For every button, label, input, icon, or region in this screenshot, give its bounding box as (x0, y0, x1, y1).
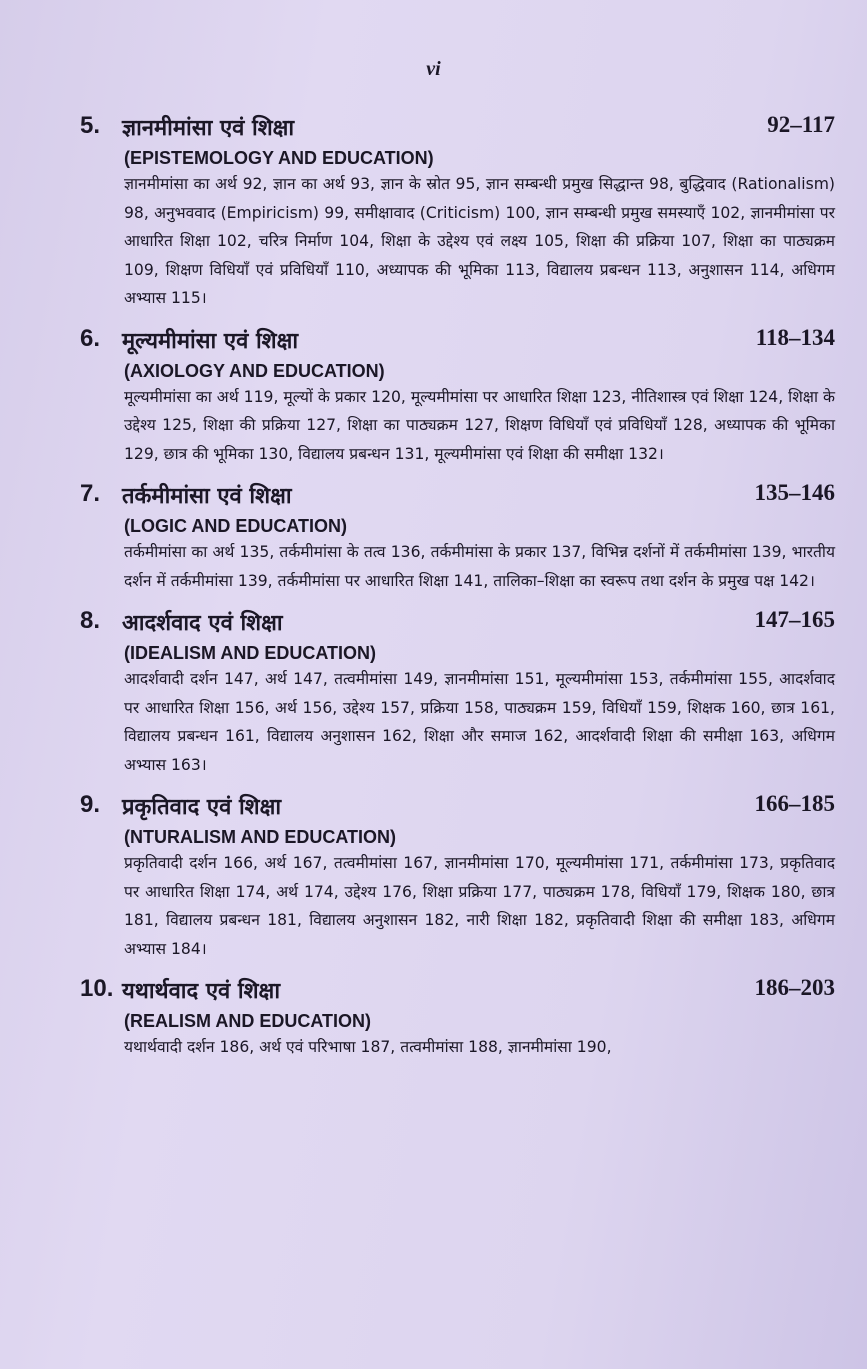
contents-list (80, 112, 835, 1074)
page-range: 92–117 (767, 112, 835, 137)
chapter-title: मूल्यमीमांसा एवं शिक्षा (122, 328, 299, 354)
contents-entry-8 (80, 607, 835, 779)
chapter-subtitle: (REALISM AND EDUCATION) (124, 1011, 371, 1031)
contents-entry-7 (80, 480, 835, 595)
chapter-subtitle: (LOGIC AND EDUCATION) (124, 516, 347, 536)
page-range: 147–165 (754, 607, 835, 632)
contents-entry-6 (80, 325, 835, 469)
chapter-number: 9. (80, 791, 101, 818)
chapter-number: 7. (80, 480, 101, 507)
contents-entry-5 (80, 112, 835, 313)
page-range: 118–134 (755, 324, 835, 350)
chapter-subtitle: (EPISTEMOLOGY AND EDUCATION) (124, 148, 434, 168)
entry-heading (80, 791, 835, 825)
chapter-topics: यथार्थवादी दर्शन 186, अर्थ एवं परिभाषा 187, तत्वमीमांसा 188, ज्ञानमीमांसा 190, (124, 1038, 612, 1056)
chapter-subtitle: (AXIOLOGY AND EDUCATION) (124, 360, 385, 381)
entry-heading (80, 975, 835, 1009)
chapter-number: 5. (80, 112, 101, 139)
contents-entry-10 (80, 975, 835, 1062)
chapter-title: यथार्थवाद एवं शिक्षा (122, 979, 281, 1004)
chapter-topics: मूल्यमीमांसा का अर्थ 119, मूल्यों के प्रकार 120, मूल्यमीमांसा पर आधारित शिक्षा 123, नीतिशास्त्र एवं शिक्षा 124, शिक्षा के उद्देश्य 125, शिक्षा की प्रक्रिया 127, शिक्षा का पाठ्यक्रम 127, शिक्षण विधियाँ एवं प्रविधियाँ 128, अध्यापक की भूमिका 129, छात्र की भूमिका 130, विद्यालय प्रबन्धन 131, मूल्यमीमांसा एवं शिक्षा की समीक्षा 132। (124, 387, 835, 463)
chapter-subtitle: (NTURALISM AND EDUCATION) (124, 827, 396, 847)
contents-entry-9 (80, 791, 835, 963)
chapter-title: आदर्शवाद एवं शिक्षा (122, 611, 283, 636)
page-range: 186–203 (754, 975, 835, 1000)
chapter-number: 6. (80, 324, 101, 352)
entry-heading (80, 325, 835, 359)
chapter-number: 8. (80, 607, 101, 634)
entry-heading (80, 607, 835, 641)
page-range: 166–185 (754, 791, 835, 816)
chapter-topics: ज्ञानमीमांसा का अर्थ 92, ज्ञान का अर्थ 93, ज्ञान के स्रोत 95, ज्ञान सम्बन्धी प्रमुख सिद्धान्त 98, बुद्धिवाद (Rationalism) 98, अनुभववाद (Empiricism) 99, समीक्षावाद (Criticism) 100, ज्ञान सम्बन्धी प्रमुख समस्याएँ 102, ज्ञानमीमांसा पर आधारित शिक्षा 102, चरित्र निर्माण 104, शिक्षा के उद्देश्य एवं लक्ष्य 105, शिक्षा की प्रक्रिया 107, शिक्षा का पाठ्यक्रम 109, शिक्षण विधियाँ एवं प्रविधियाँ 110, अध्यापक की भूमिका 113, विद्यालय प्रबन्धन 113, अनुशासन 114, अधिगम अभ्यास 115। (124, 175, 835, 307)
chapter-number: 10. (80, 975, 114, 1002)
page-number: vi (426, 58, 441, 80)
chapter-topics: प्रकृतिवादी दर्शन 166, अर्थ 167, तत्वमीमांसा 167, ज्ञानमीमांसा 170, मूल्यमीमांसा 171, तर्कमीमांसा 173, प्रकृतिवाद पर आधारित शिक्षा 174, अर्थ 174, उद्देश्य 176, शिक्षा प्रक्रिया 177, पाठ्यक्रम 178, विधियाँ 179, शिक्षक 180, छात्र 181, विद्यालय प्रबन्धन 181, विद्यालय अनुशासन 182, नारी शिक्षा 182, प्रकृतिवादी शिक्षा की समीक्षा 183, अधिगम अभ्यास 184। (124, 854, 835, 958)
chapter-topics: तर्कमीमांसा का अर्थ 135, तर्कमीमांसा के तत्व 136, तर्कमीमांसा के प्रकार 137, विभिन्न दर्शनों में तर्कमीमांसा 139, भारतीय दर्शन में तर्कमीमांसा 139, तर्कमीमांसा पर आधारित शिक्षा 141, तालिका–शिक्षा का स्वरूप तथा दर्शन के प्रमुख पक्ष 142। (124, 543, 835, 590)
chapter-topics: आदर्शवादी दर्शन 147, अर्थ 147, तत्वमीमांसा 149, ज्ञानमीमांसा 151, मूल्यमीमांसा 153, तर्कमीमांसा 155, आदर्शवाद पर आधारित शिक्षा 156, अर्थ 156, उद्देश्य 157, प्रक्रिया 158, पाठ्यक्रम 159, विधियाँ 159, शिक्षक 160, छात्र 161, विद्यालय प्रबन्धन 161, विद्यालय अनुशासन 162, शिक्षा और समाज 162, आदर्शवादी शिक्षा की समीक्षा 163, अधिगम अभ्यास 163। (124, 670, 835, 774)
entry-heading (80, 112, 835, 146)
chapter-title: तर्कमीमांसा एवं शिक्षा (122, 484, 292, 509)
chapter-title: प्रकृतिवाद एवं शिक्षा (122, 795, 282, 820)
chapter-title: ज्ञानमीमांसा एवं शिक्षा (122, 116, 295, 141)
page-range: 135–146 (754, 480, 835, 505)
chapter-subtitle: (IDEALISM AND EDUCATION) (124, 643, 376, 663)
entry-heading (80, 480, 835, 514)
